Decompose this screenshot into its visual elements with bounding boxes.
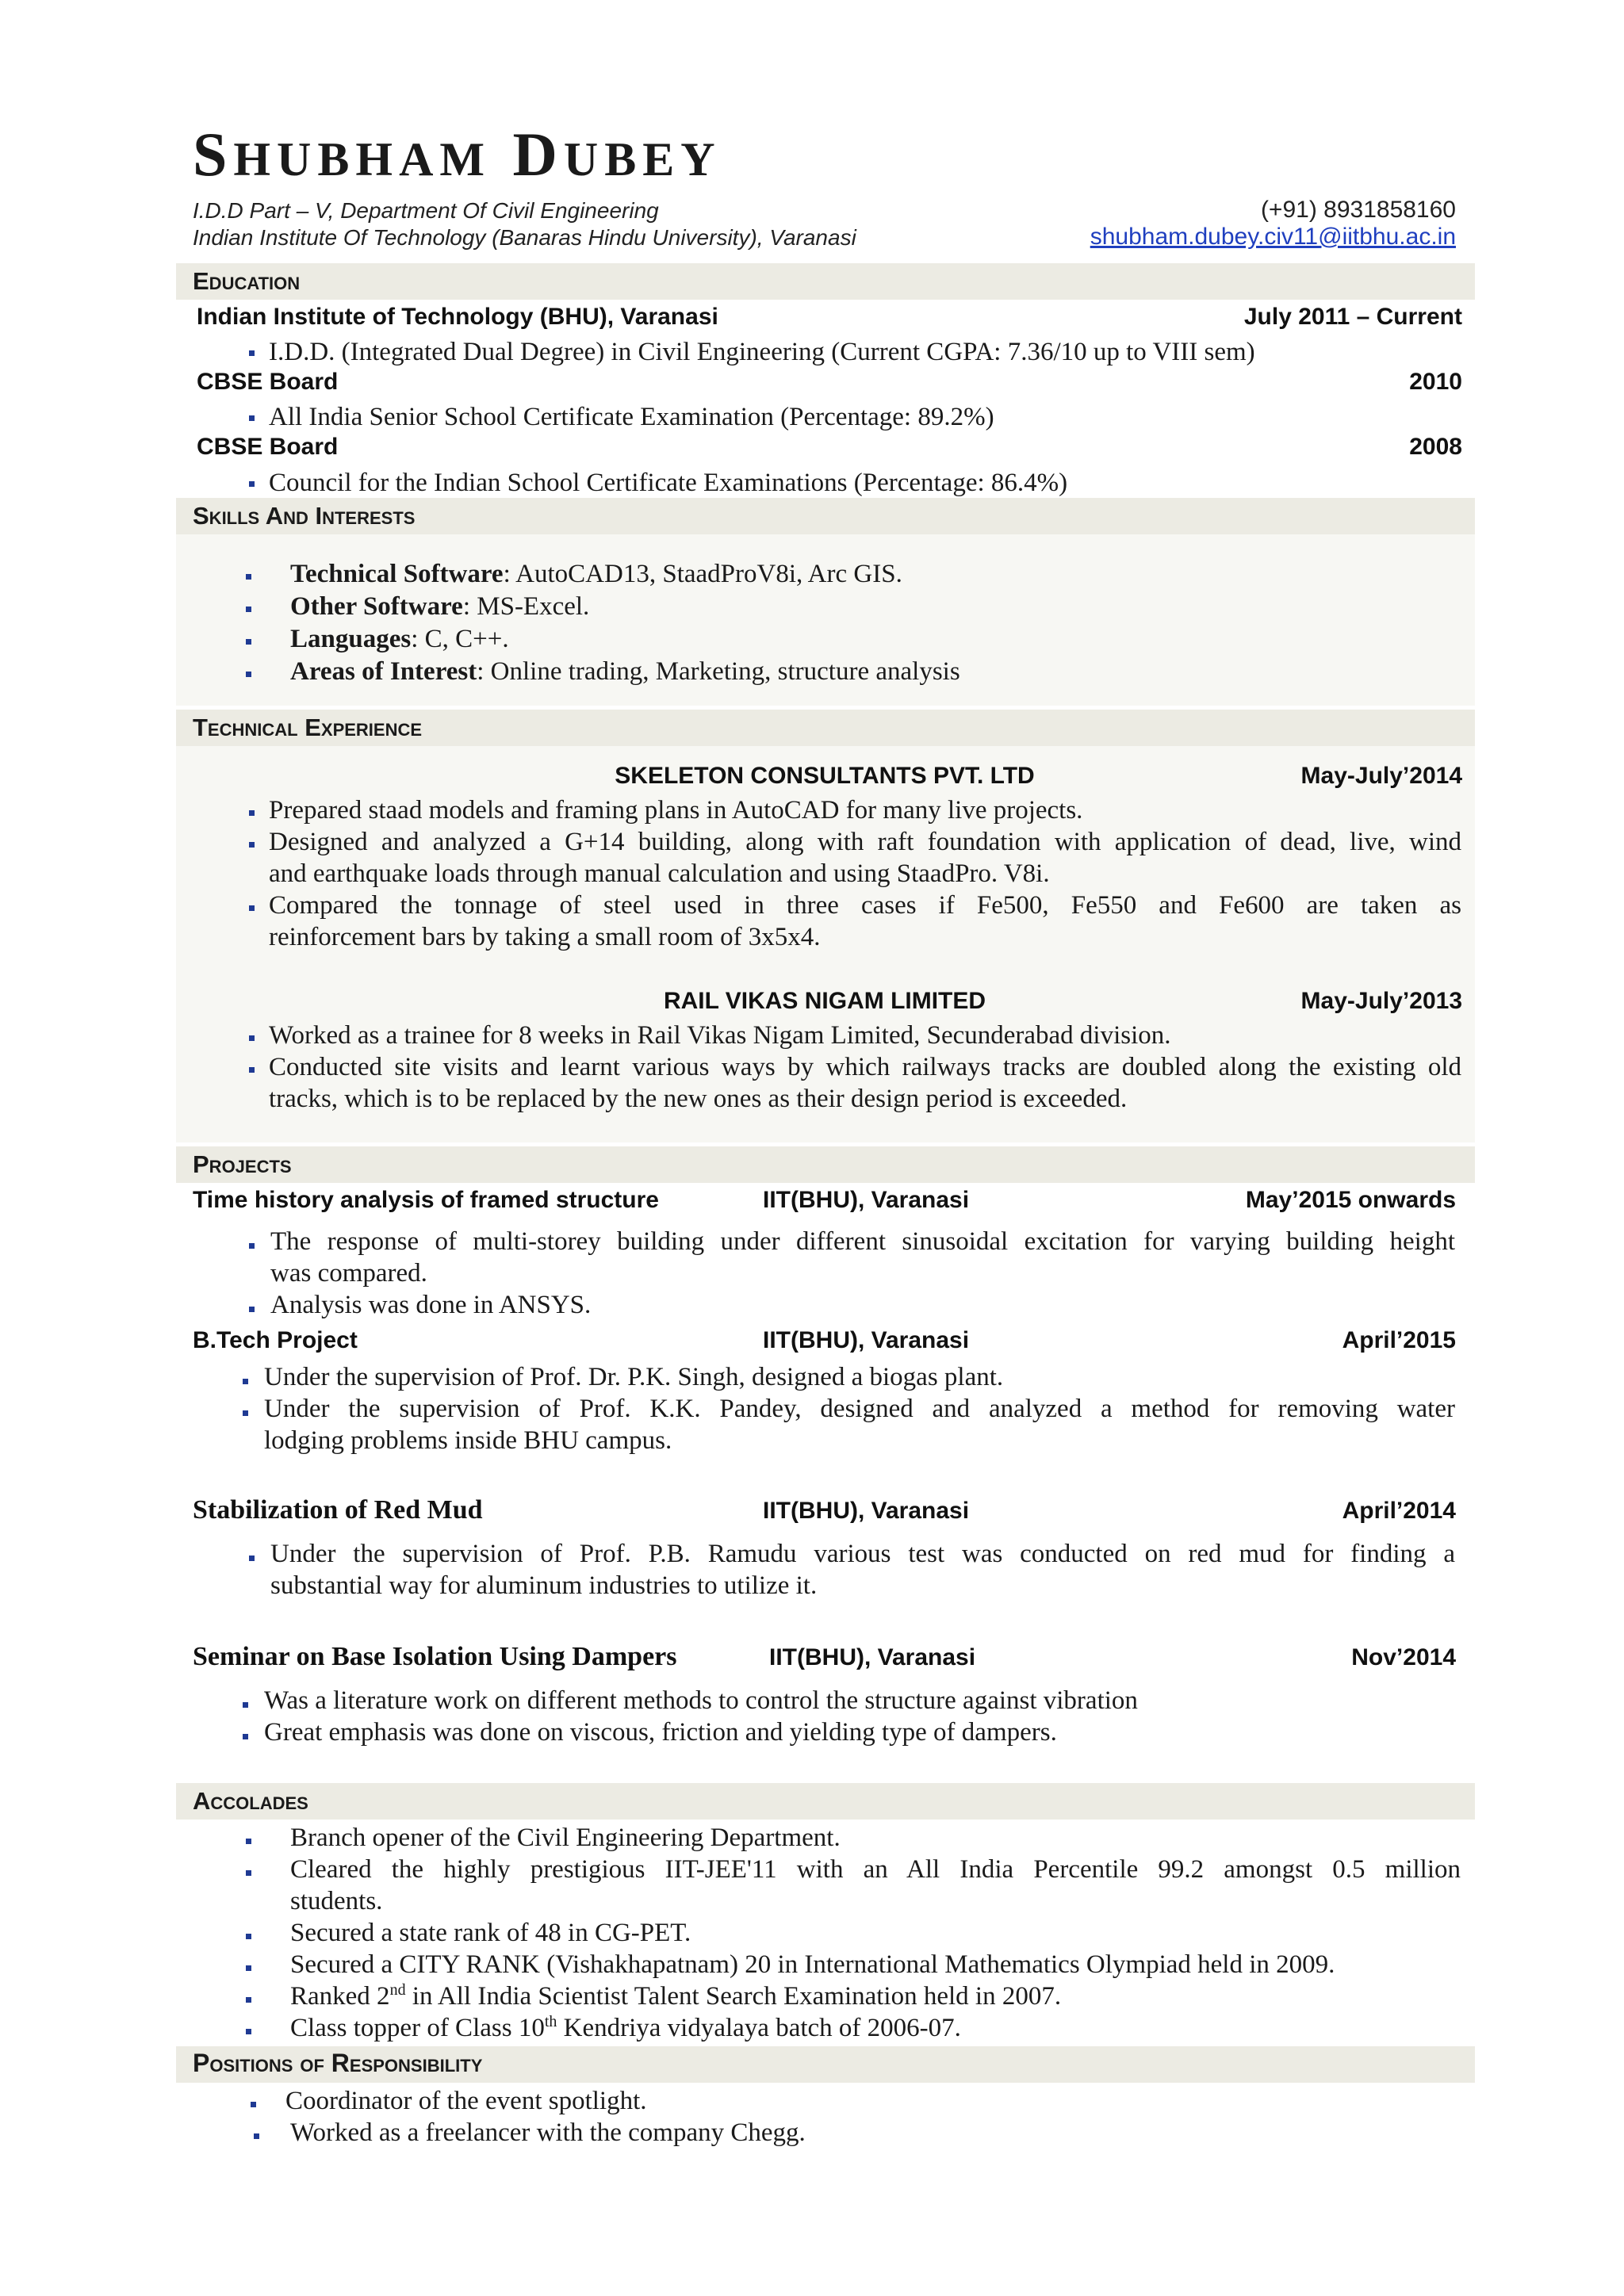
responsibility-2: Worked as a freelancer with the company Chegg. xyxy=(290,2118,806,2147)
project-2-line-3: lodging problems inside BHU campus. xyxy=(264,1426,672,1455)
bullet xyxy=(249,350,255,356)
exp2-bullet-2a: Conducted site visits and learnt various ways by which railways tracks are doubled along the existing old xyxy=(269,1053,1461,1081)
project-3-date: April’2014 xyxy=(1342,1498,1456,1524)
bullet xyxy=(249,1243,255,1249)
project-2-name: B.Tech Project xyxy=(193,1327,358,1353)
exp2-bullet-2b: tracks, which is to be replaced by the new ones as their design period is exceeded. xyxy=(269,1085,1128,1113)
bullet xyxy=(249,905,255,911)
project-4-name: Seminar on Base Isolation Using Dampers xyxy=(193,1642,677,1671)
accolades-bar xyxy=(176,1783,1475,1820)
accolade-3: Secured a state rank of 48 in CG-PET. xyxy=(290,1919,691,1947)
bullet xyxy=(246,672,251,677)
skills-title: Skills And Interests xyxy=(193,502,416,530)
edu-detail-2: All India Senior School Certificate Examination (Percentage: 89.2%) xyxy=(269,403,994,431)
exp2-bullet-1: Worked as a trainee for 8 weeks in Rail Vikas Nigam Limited, Secunderabad division. xyxy=(269,1021,1171,1050)
exp1-bullet-2a: Designed and analyzed a G+14 building, along with raft foundation with application of dead, live, wind xyxy=(269,828,1461,856)
institute-line: Indian Institute Of Technology (Banaras Hindu University), Varanasi xyxy=(193,225,856,250)
edu-institution-3: CBSE Board xyxy=(197,434,339,460)
bullet xyxy=(249,1035,255,1041)
bullet xyxy=(246,607,251,612)
bullet xyxy=(246,1934,251,1939)
bullet xyxy=(249,1307,255,1312)
project-4-place: IIT(BHU), Varanasi xyxy=(769,1644,976,1670)
project-3-line-2: substantial way for aluminum industries to utilize it. xyxy=(270,1571,818,1600)
bullet xyxy=(243,1702,248,1708)
bullet xyxy=(246,1997,251,2003)
edu-institution-2: CBSE Board xyxy=(197,369,339,395)
company-2: RAIL VIKAS NIGAM LIMITED xyxy=(663,988,986,1014)
projects-bar xyxy=(176,1146,1475,1183)
accolades-title: Accolades xyxy=(193,1787,308,1815)
bullet xyxy=(243,1734,248,1739)
education-title: Education xyxy=(193,267,301,295)
bullet xyxy=(249,481,255,487)
exp1-bullet-2b: and earthquake loads through manual calculation and using StaadPro. V8i. xyxy=(269,859,1050,888)
accolade-4: Secured a CITY RANK (Vishakhapatnam) 20 in International Mathematics Olympiad held in 2009. xyxy=(290,1950,1335,1979)
bullet xyxy=(249,842,255,848)
projects-title: Projects xyxy=(193,1150,292,1178)
degree-line: I.D.D Part – V, Department Of Civil Engineering xyxy=(193,198,659,223)
bullet xyxy=(254,2133,259,2139)
edu-date-1: July 2011 – Current xyxy=(1243,304,1462,330)
accolade-5: Ranked 2nd in All India Scientist Talent Search Examination held in 2007. xyxy=(290,1981,1062,2011)
education-bar xyxy=(176,263,1475,300)
bullet xyxy=(243,1410,248,1416)
project-1-line-3: Analysis was done in ANSYS. xyxy=(270,1291,592,1319)
bullet xyxy=(249,1556,255,1561)
project-1-line-1: The response of multi-storey building under different sinusoidal excitation for varying building height xyxy=(270,1227,1455,1256)
bullet xyxy=(246,574,251,580)
company-2-date: May-July’2013 xyxy=(1300,988,1462,1014)
edu-detail-3: Council for the Indian School Certificate Examinations (Percentage: 86.4%) xyxy=(269,469,1068,497)
bullet xyxy=(243,1379,248,1384)
accolade-2b: students. xyxy=(290,1887,383,1915)
project-2-date: April’2015 xyxy=(1342,1327,1456,1353)
project-4-date: Nov’2014 xyxy=(1351,1644,1456,1670)
project-1-line-2: was compared. xyxy=(270,1259,427,1288)
project-2-line-1: Under the supervision of Prof. Dr. P.K. Singh, designed a biogas plant. xyxy=(264,1363,1004,1391)
edu-institution-1: Indian Institute of Technology (BHU), Varanasi xyxy=(197,304,718,330)
edu-detail-1: I.D.D. (Integrated Dual Degree) in Civil Engineering (Current CGPA: 7.36/10 up to VIII sem) xyxy=(269,338,1255,366)
bullet xyxy=(246,1839,251,1844)
exp1-bullet-3b: reinforcement bars by taking a small room of 3x5x4. xyxy=(269,923,821,951)
experience-title: Technical Experience xyxy=(193,714,423,741)
edu-date-3: 2008 xyxy=(1409,434,1462,460)
exp1-bullet-3a: Compared the tonnage of steel used in three cases if Fe500, Fe550 and Fe600 are taken as xyxy=(269,891,1461,920)
accolade-2a: Cleared the highly prestigious IIT-JEE'11 with an All India Percentile 99.2 amongst 0.5 million xyxy=(290,1855,1461,1884)
responsibility-1: Coordinator of the event spotlight. xyxy=(285,2087,647,2115)
bullet xyxy=(251,2102,256,2107)
project-1-place: IIT(BHU), Varanasi xyxy=(763,1187,970,1213)
accolade-1: Branch opener of the Civil Engineering Department. xyxy=(290,1823,841,1852)
project-1-date: May’2015 onwards xyxy=(1245,1187,1456,1213)
edu-date-2: 2010 xyxy=(1409,369,1462,395)
skill-item-4: Areas of Interest: Online trading, Marketing, structure analysis xyxy=(290,657,960,686)
project-4-line-1: Was a literature work on different methods to control the structure against vibration xyxy=(264,1686,1138,1715)
phone-number: (+91) 8931858160 xyxy=(1260,197,1456,223)
bullet xyxy=(249,1067,255,1073)
skill-item-2: Other Software: MS-Excel. xyxy=(290,592,590,621)
accolade-6: Class topper of Class 10th Kendriya vidyalaya batch of 2006-07. xyxy=(290,2013,961,2042)
exp1-bullet-1: Prepared staad models and framing plans in AutoCAD for many live projects. xyxy=(269,796,1083,825)
skill-item-1: Technical Software: AutoCAD13, StaadProV8i, Arc GIS. xyxy=(290,560,902,588)
company-1-date: May-July’2014 xyxy=(1300,763,1462,789)
bullet xyxy=(249,810,255,816)
project-4-line-2: Great emphasis was done on viscous, friction and yielding type of dampers. xyxy=(264,1718,1057,1747)
bullet xyxy=(246,1870,251,1876)
bullet xyxy=(246,1965,251,1971)
candidate-name: SHUBHAM DUBEY xyxy=(193,120,722,189)
project-1-name: Time history analysis of framed structure xyxy=(193,1187,659,1213)
project-3-place: IIT(BHU), Varanasi xyxy=(763,1498,970,1524)
skill-item-3: Languages: C, C++. xyxy=(290,625,509,653)
company-1: SKELETON CONSULTANTS PVT. LTD xyxy=(615,763,1035,789)
project-3-name: Stabilization of Red Mud xyxy=(193,1495,483,1525)
bullet xyxy=(246,2029,251,2034)
project-3-line-1: Under the supervision of Prof. P.B. Ramudu various test was conducted on red mud for finding a xyxy=(270,1540,1455,1568)
project-2-line-2: Under the supervision of Prof. K.K. Pandey, designed and analyzed a method for removing water xyxy=(264,1395,1455,1423)
project-2-place: IIT(BHU), Varanasi xyxy=(763,1327,970,1353)
bullet xyxy=(246,639,251,645)
email-link[interactable]: shubham.dubey.civ11@iitbhu.ac.in xyxy=(1090,224,1456,250)
responsibility-title: Positions of Responsibility xyxy=(193,2049,483,2077)
bullet xyxy=(249,415,255,421)
